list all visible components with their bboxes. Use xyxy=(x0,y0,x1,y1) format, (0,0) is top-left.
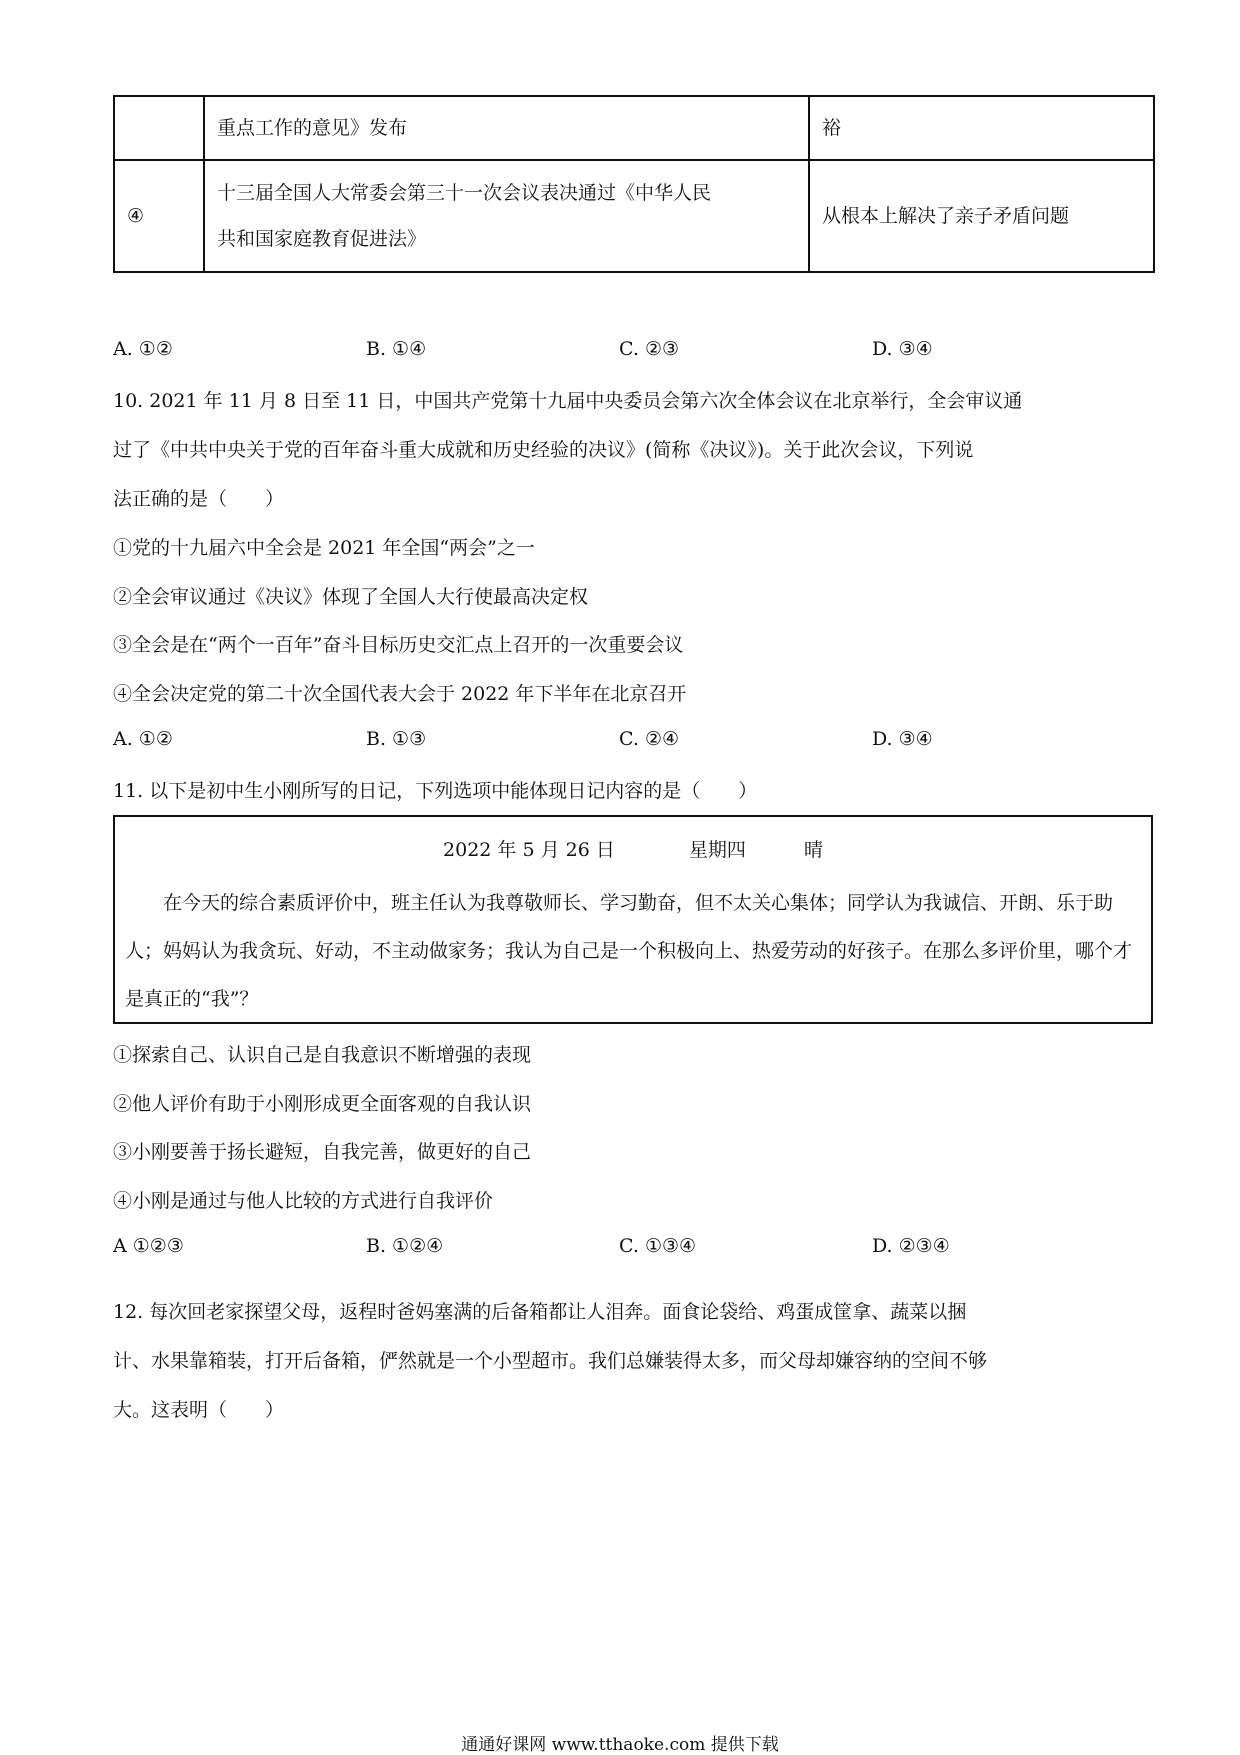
q11-item: ③小刚要善于扬长避短，自我完善，做更好的自己 xyxy=(113,1141,532,1163)
q11-item: ②他人评价有助于小刚形成更全面客观的自我认识 xyxy=(113,1093,532,1115)
q12-stem-line: 12. 每次回老家探望父母，返程时爸妈塞满的后备箱都让人泪奔。面食论袋给、鸡蛋成筐拿、蔬菜以捆 xyxy=(113,1301,967,1323)
option-d[interactable]: D. ②③④ xyxy=(872,1235,950,1257)
option-c[interactable]: C. ②④ xyxy=(619,728,680,750)
diary-weather: 晴 xyxy=(803,839,823,861)
option-c[interactable]: C. ②③ xyxy=(619,338,680,360)
q11-stem: 11. 以下是初中生小刚所写的日记，下列选项中能体现日记内容的是（ ） xyxy=(113,780,758,802)
meaning-cell: 从根本上解决了亲子矛盾问题 xyxy=(809,160,1154,272)
diary-text: 在今天的综合素质评价中，班主任认为我尊敬师长、学习勤奋，但不太关心集体；同学认为我诚信、开朗、乐于助人；妈妈认为我贪玩、好动，不主动做家务；我认为自己是一个积极向上、热爱劳动的好孩子。在那么多评价里，哪个才是真正的“我”？ xyxy=(125,892,1133,1010)
q10-item: ④全会决定党的第二十次全国代表大会于 2022 年下半年在北京召开 xyxy=(113,683,687,705)
diary-date: 2022 年 5 月 26 日 xyxy=(443,839,615,861)
meaning-cell: 裕 xyxy=(809,96,1154,160)
diary-header xyxy=(115,835,1151,862)
event-line: 十三届全国人大常委会第三十一次会议表决通过《中华人民 xyxy=(217,182,712,204)
option-d[interactable]: D. ③④ xyxy=(872,338,933,360)
page-footer: 通通好课网 www.tthaoke.com 提供下载 xyxy=(461,1735,779,1755)
option-b[interactable]: B. ①②④ xyxy=(366,1235,444,1257)
events-table xyxy=(113,95,1155,273)
option-a[interactable]: A. ①② xyxy=(113,728,173,750)
q10-item: ①党的十九届六中全会是 2021 年全国“两会”之一 xyxy=(113,537,535,559)
q12-stem-line: 大。这表明（ ） xyxy=(113,1399,285,1421)
event-cell xyxy=(204,160,809,272)
q10-item: ②全会审议通过《决议》体现了全国人大行使最高决定权 xyxy=(113,586,589,608)
q10-stem-line: 过了《中共中央关于党的百年奋斗重大成就和历史经验的决议》(简称《决议》)。关于此次会议，下列说 xyxy=(113,439,974,461)
row-number xyxy=(114,96,204,160)
q10-item: ③全会是在“两个一百年”奋斗目标历史交汇点上召开的一次重要会议 xyxy=(113,634,684,656)
option-b[interactable]: B. ①④ xyxy=(366,338,427,360)
option-c[interactable]: C. ①③④ xyxy=(619,1235,697,1257)
table-row xyxy=(114,96,1154,160)
table-row xyxy=(114,160,1154,272)
event-line: 共和国家庭教育促进法》 xyxy=(217,228,427,250)
row-number: ④ xyxy=(114,160,204,272)
q10-stem-line: 10. 2021 年 11 月 8 日至 11 日，中国共产党第十九届中央委员会第六次全体会议在北京举行，全会审议通 xyxy=(113,390,1023,412)
option-a[interactable]: A ①②③ xyxy=(113,1235,184,1257)
q11-item: ①探索自己、认识自己是自我意识不断增强的表现 xyxy=(113,1044,532,1066)
event-cell: 重点工作的意见》发布 xyxy=(204,96,809,160)
option-b[interactable]: B. ①③ xyxy=(366,728,427,750)
q11-item: ④小刚是通过与他人比较的方式进行自我评价 xyxy=(113,1190,494,1212)
diary-box xyxy=(113,815,1153,1024)
option-a[interactable]: A. ①② xyxy=(113,338,173,360)
diary-weekday: 星期四 xyxy=(688,839,746,861)
q10-stem-line: 法正确的是（ ） xyxy=(113,488,285,510)
option-d[interactable]: D. ③④ xyxy=(872,728,933,750)
q12-stem-line: 计、水果靠箱装，打开后备箱，俨然就是一个小型超市。我们总嫌装得太多，而父母却嫌容纳的空间不够 xyxy=(113,1350,988,1372)
